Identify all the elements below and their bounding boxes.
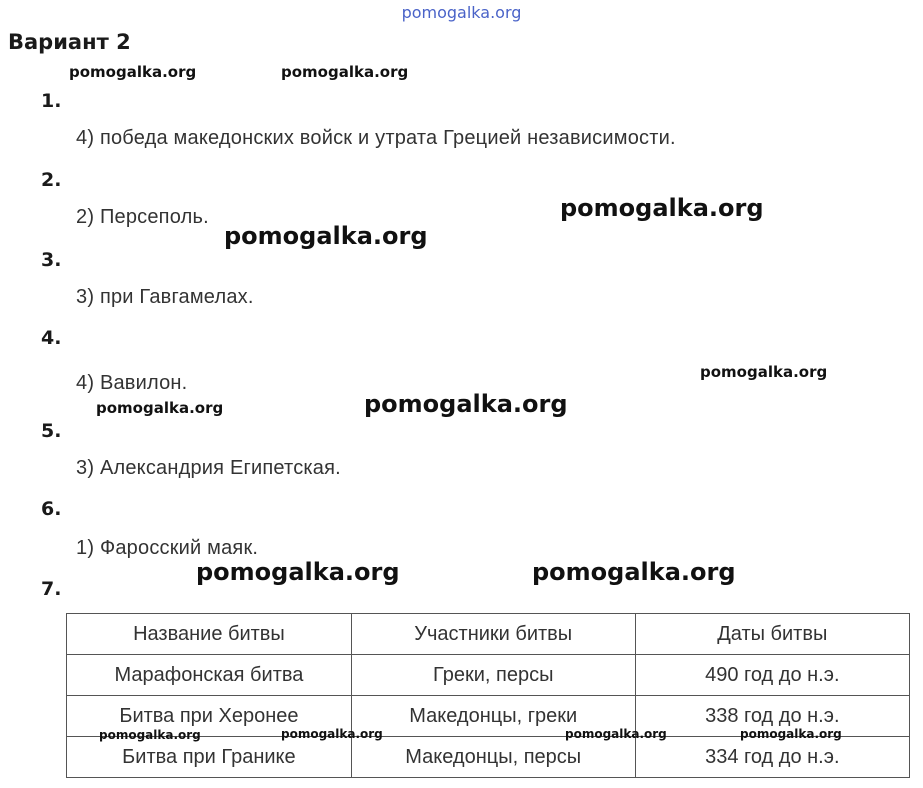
question-answer: 1) Фаросский маяк.: [76, 537, 259, 559]
table-header-row: [67, 614, 910, 655]
watermark: pomogalka.org: [700, 363, 828, 381]
site-header: pomogalka.org: [401, 3, 522, 22]
watermark: pomogalka.org: [69, 63, 197, 81]
question-number: 4.: [41, 327, 62, 349]
battle-date-cell: 490 год до н.э.: [635, 655, 909, 696]
watermark: pomogalka.org: [96, 399, 224, 417]
question-answer: 3) при Гавгамелах.: [76, 286, 254, 308]
battle-participants-cell: Македонцы, персы: [351, 737, 635, 778]
question-number: 6.: [41, 498, 62, 520]
battle-name-cell: Битва при Херонее: [67, 696, 352, 737]
question-answer: 4) Вавилон.: [76, 372, 188, 394]
watermark: pomogalka.org: [364, 390, 568, 418]
battle-name-cell: Марафонская битва: [67, 655, 352, 696]
watermark: pomogalka.org: [196, 558, 400, 586]
watermark: pomogalka.org: [224, 222, 428, 250]
question-answer: 2) Персеполь.: [76, 206, 209, 228]
battle-participants-cell: Македонцы, греки: [351, 696, 635, 737]
question-answer: 3) Александрия Египетская.: [76, 457, 341, 479]
question-number: 1.: [41, 90, 62, 112]
watermark: pomogalka.org: [560, 194, 764, 222]
question-answer: 4) победа македонских войск и утрата Грецией независимости.: [76, 127, 676, 149]
battle-date-cell: 334 год до н.э.: [635, 737, 909, 778]
table-row: [67, 655, 910, 696]
page-title: Вариант 2: [8, 30, 131, 54]
table-row: [67, 737, 910, 778]
watermark: pomogalka.org: [565, 727, 667, 741]
watermark: pomogalka.org: [532, 558, 736, 586]
battle-date-cell: 338 год до н.э.: [635, 696, 909, 737]
question-number: 2.: [41, 169, 62, 191]
battles-table: [66, 613, 910, 778]
question-number: 3.: [41, 249, 62, 271]
watermark: pomogalka.org: [99, 728, 201, 742]
question-number: 7.: [41, 578, 62, 600]
column-header: Название битвы: [67, 614, 352, 655]
battle-name-cell: Битва при Гранике: [67, 737, 352, 778]
column-header: Участники битвы: [351, 614, 635, 655]
watermark: pomogalka.org: [281, 63, 409, 81]
column-header: Даты битвы: [635, 614, 909, 655]
question-number: 5.: [41, 420, 62, 442]
battle-participants-cell: Греки, персы: [351, 655, 635, 696]
watermark: pomogalka.org: [740, 727, 842, 741]
watermark: pomogalka.org: [281, 727, 383, 741]
